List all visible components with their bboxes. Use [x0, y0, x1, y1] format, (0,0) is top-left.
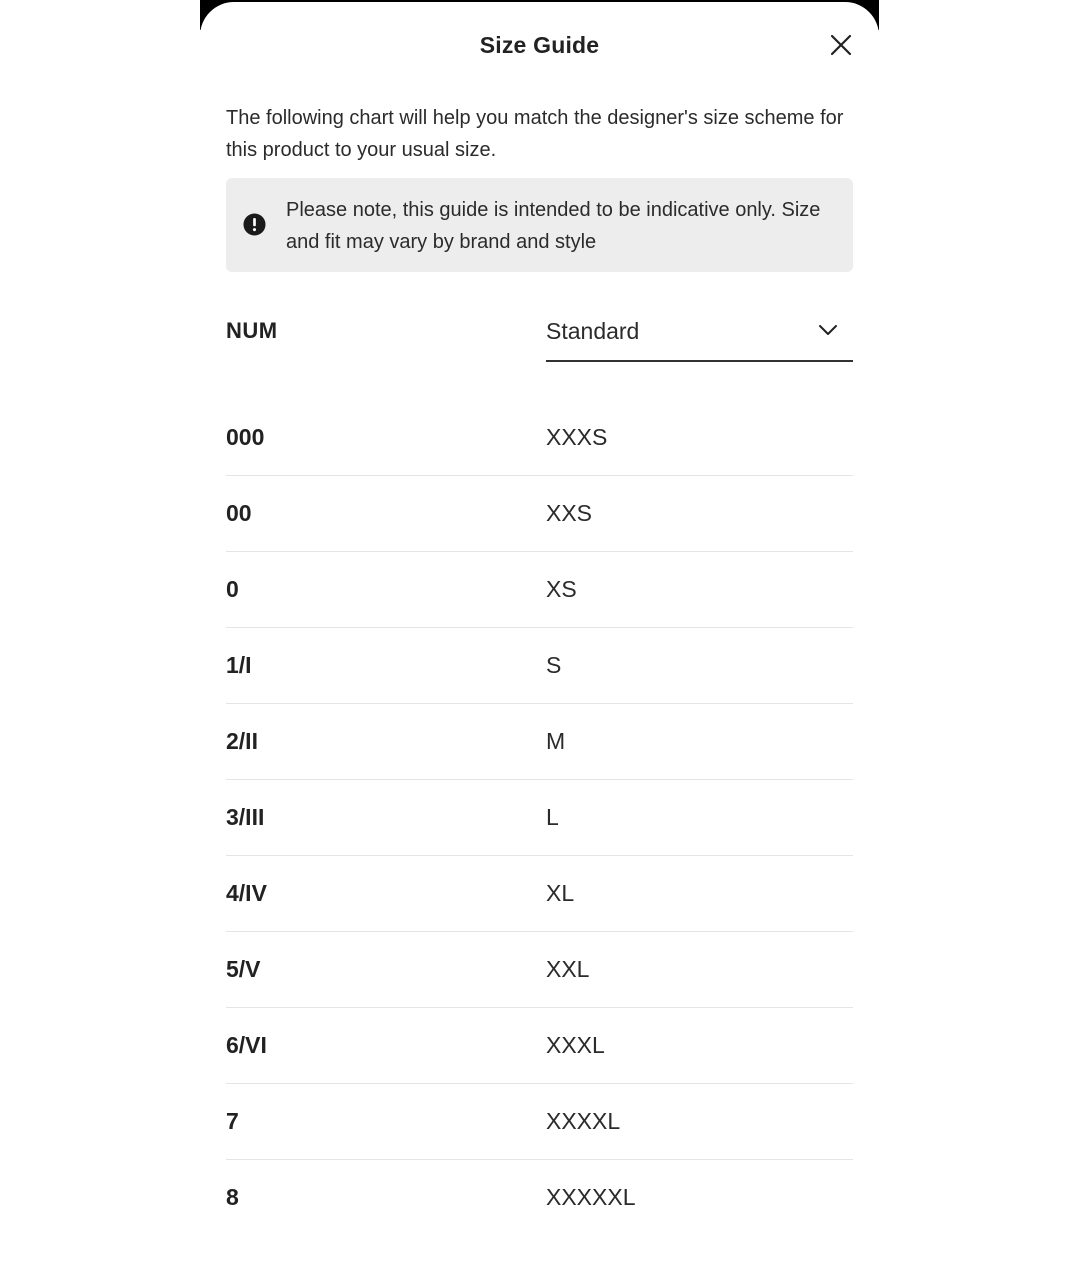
num-size-cell: 000 — [226, 424, 265, 450]
size-guide-sheet — [200, 2, 879, 1280]
table-row — [226, 400, 853, 476]
standard-size-cell: XXXS — [546, 424, 608, 450]
standard-size-cell: XL — [546, 880, 575, 906]
size-table — [226, 400, 853, 1236]
sheet-header — [200, 2, 879, 94]
size-scheme-select[interactable] — [546, 307, 853, 362]
num-size-cell: 00 — [226, 500, 252, 526]
num-size-cell: 7 — [226, 1108, 239, 1134]
standard-size-cell: M — [546, 728, 566, 754]
size-scheme-value: Standard — [546, 318, 640, 344]
standard-size-cell: XXXXXL — [546, 1184, 636, 1210]
table-row — [226, 628, 853, 704]
standard-size-cell: XS — [546, 576, 577, 602]
standard-size-cell: S — [546, 652, 562, 678]
table-row — [226, 1160, 853, 1236]
table-row — [226, 552, 853, 628]
standard-size-cell: XXXL — [546, 1032, 605, 1058]
num-size-cell: 1/I — [226, 652, 252, 678]
table-row — [226, 1084, 853, 1160]
table-row — [226, 704, 853, 780]
table-row — [226, 476, 853, 552]
chevron-down-icon — [817, 319, 839, 341]
standard-size-cell: L — [546, 804, 559, 830]
num-size-cell: 5/V — [226, 956, 261, 982]
num-size-cell: 4/IV — [226, 880, 267, 906]
num-size-cell: 3/III — [226, 804, 265, 830]
table-row — [226, 932, 853, 1008]
num-size-cell: 0 — [226, 576, 239, 602]
table-row — [226, 780, 853, 856]
num-size-cell: 6/VI — [226, 1032, 267, 1058]
intro-text: The following chart will help you match the designer's size scheme for this product to your usual size. — [226, 107, 844, 161]
close-icon — [826, 30, 856, 60]
num-size-cell: 8 — [226, 1184, 239, 1210]
table-row — [226, 856, 853, 932]
num-column-header: NUM — [226, 318, 278, 343]
table-row — [226, 1008, 853, 1084]
standard-size-cell: XXL — [546, 956, 590, 982]
standard-size-cell: XXXXL — [546, 1108, 621, 1134]
note-text: Please note, this guide is intended to be indicative only. Size and fit may vary by brand and style — [286, 199, 821, 253]
num-size-cell: 2/II — [226, 728, 258, 754]
note-banner — [226, 178, 853, 272]
page-title: Size Guide — [479, 32, 600, 58]
close-button[interactable] — [826, 30, 856, 60]
exclamation-circle-icon — [243, 213, 266, 236]
standard-size-cell: XXS — [546, 500, 593, 526]
